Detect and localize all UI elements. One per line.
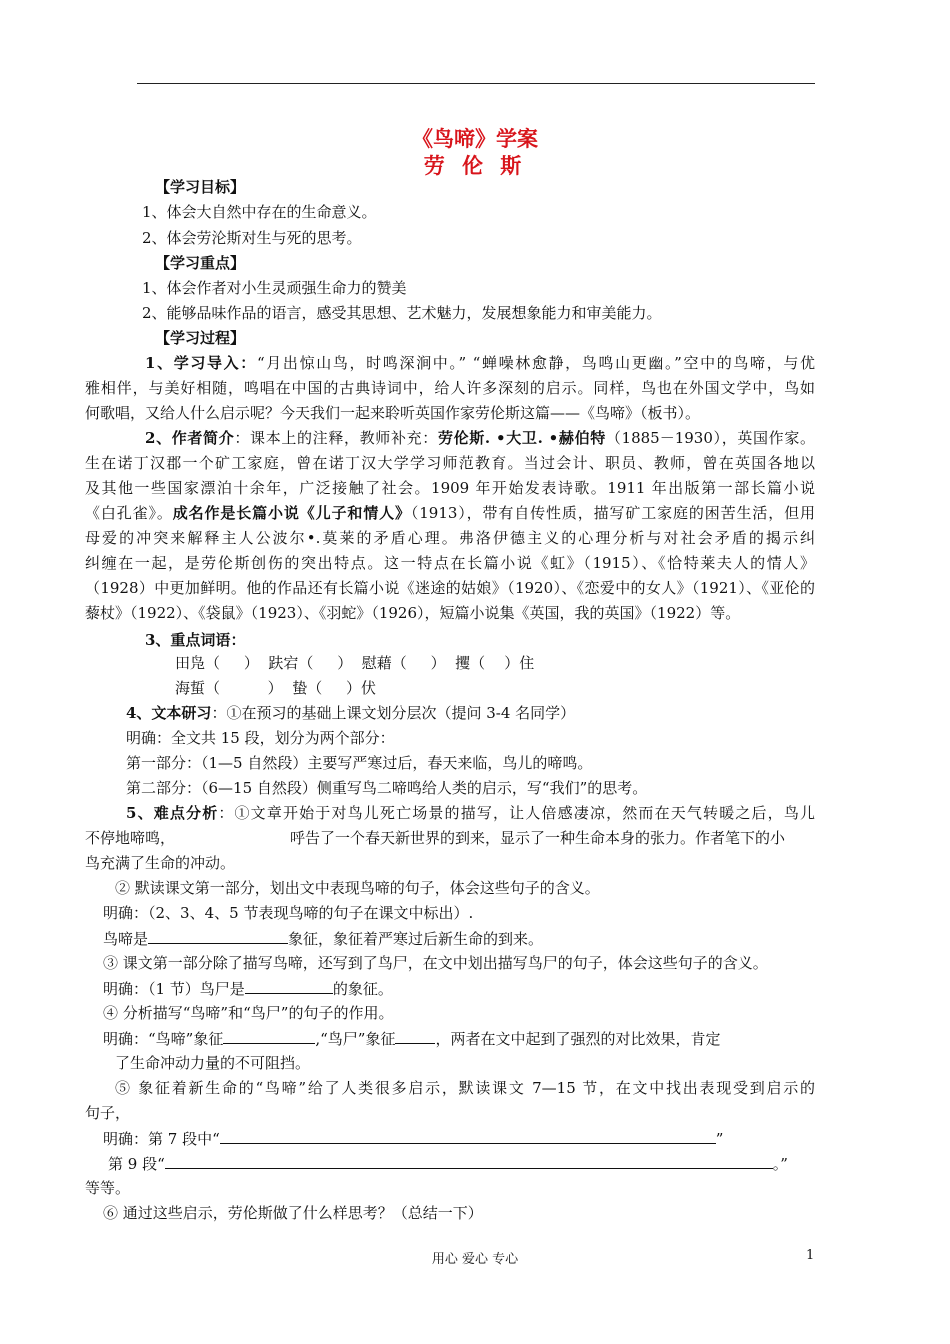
author-bio-line-6: 纠缠在一起，是劳伦斯创伤的突出特点。这一特点在长篇小说《虹》（1915）、《恰特莱夫人的情人》 bbox=[85, 554, 815, 572]
intro-line-2: 雅相伴，与美好相随，鸣唱在中国的古典诗词中，给人许多深刻的启示。同样，鸟也在外国文学中，鸟如 bbox=[85, 379, 815, 397]
author-bio-line-2: 生在诺丁汉郡一个矿工家庭，曾在诺丁汉大学学习师范教育。当过会计、职员、教师，曾在英国各地以 bbox=[85, 454, 815, 472]
goal-item-2: 2、体会劳沦斯对生与死的思考。 bbox=[142, 229, 362, 247]
question-3-fill: 明确：（1 节）鸟尸是 的象征。 bbox=[103, 980, 393, 998]
footer-text: 用心 爱心 专心 bbox=[431, 1252, 519, 1267]
difficulty-label: 5、难点分析 bbox=[126, 804, 219, 822]
question-2: ② 默读课文第一部分，划出文中表现鸟啼的句子，体会这些句子的含义。 bbox=[115, 879, 600, 897]
author-bio-line-3: 及其他一些国家漂泊十余年，广泛接触了社会。1909 年开始发表诗歌。1911 年出版第一部长篇小说 bbox=[85, 479, 815, 497]
text-study-line-2: 明确：全文共 15 段，划分为两个部分： bbox=[126, 729, 395, 747]
focus-item-1: 1、体会作者对小生灵顽强生命力的赞美 bbox=[142, 279, 407, 297]
author-bio-line-7: （1928）中更加鲜明。他的作品还有长篇小说《迷途的姑娘》（1920）、《恋爱中的女人》（1921）、《亚伦的 bbox=[85, 579, 815, 597]
difficulty-line-3: 鸟充满了生命的冲动。 bbox=[85, 854, 236, 872]
doc-title: 《鸟啼》学案 bbox=[412, 127, 538, 151]
process-heading: 【学习过程】 bbox=[155, 329, 246, 347]
focus-item-2: 2、能够品味作品的语言，感受其思想、艺术魅力，发展想象能力和审美能力。 bbox=[142, 304, 662, 322]
intro-label: 1、学习导入： bbox=[145, 354, 257, 372]
answer-blank[interactable] bbox=[245, 978, 333, 994]
question-3: ③ 课文第一部分除了描写鸟啼，还写到了鸟尸，在文中划出描写鸟尸的句子，体会这些句子的含义。 bbox=[103, 954, 768, 972]
author-bio-line-5: 母爱的冲突来解释主人公波尔•.莫莱的矛盾心理。弗洛伊德主义的心理分析与对社会矛盾的揭示纠 bbox=[85, 529, 815, 547]
focus-heading: 【学习重点】 bbox=[155, 254, 246, 272]
doc-author: 劳 伦 斯 bbox=[423, 154, 527, 178]
text-study-line-1: 4、文本研习：①在预习的基础上课文划分层次（提问 3-4 名同学） bbox=[126, 704, 576, 722]
question-2-answer: 明确：（2、3、4、5 节表现鸟啼的句子在课文中标出）. bbox=[103, 904, 474, 922]
vocab-line-2: 海蜇（ ） 蛰（ ）伏 bbox=[175, 679, 377, 697]
question-6: ⑥ 通过这些启示，劳伦斯做了什么样思考？（总结一下） bbox=[103, 1204, 483, 1222]
difficulty-line-1: 5、难点分析：①文章开始于对鸟儿死亡场景的描写，让人倍感凄凉，然而在天气转暖之后，鸟儿 bbox=[126, 804, 815, 822]
author-bio-label: 2、作者简介 bbox=[145, 429, 235, 447]
intro-line-3: 何歌唱，又给人什么启示呢？今天我们一起来聆听英国作家劳伦斯这篇——《鸟啼》（板书）。 bbox=[85, 404, 701, 422]
text-study-line-3: 第一部分：（1—5 自然段）主要写严寒过后，春天来临，鸟儿的啼鸣。 bbox=[126, 754, 593, 772]
author-bio-line-1: 2、作者简介：课本上的注释，教师补充：劳伦斯. •大卫. •赫伯特（1885－1930），英国作家。 bbox=[145, 429, 815, 447]
question-5-line-2: 句子， bbox=[85, 1104, 131, 1122]
answer-blank[interactable] bbox=[220, 1128, 716, 1144]
vocab-line-1: 田凫（ ） 趺宕（ ） 慰藉（ ） 攫（ ）住 bbox=[175, 654, 535, 672]
author-bio-line-4: 《白孔雀》。成名作是长篇小说《儿子和情人》（1913），带有自传性质，描写矿工家庭的困苦生活，但用 bbox=[85, 504, 815, 522]
answer-blank[interactable] bbox=[223, 1028, 315, 1044]
question-5-fill-1: 明确：第 7 段中“ ” bbox=[103, 1130, 724, 1148]
intro-line-1: 1、学习导入：“月出惊山鸟，时鸣深涧中。” “蝉噪林愈静，鸟鸣山更幽。”空中的鸟啼，与优 bbox=[145, 354, 815, 372]
answer-blank[interactable] bbox=[395, 1028, 435, 1044]
question-5-fill-2: 第 9 段“ 。” bbox=[108, 1155, 788, 1173]
question-5-etc: 等等。 bbox=[85, 1179, 131, 1197]
question-2-fill: 鸟啼是 象征，象征着严寒过后新生命的到来。 bbox=[103, 930, 544, 948]
page-number: 1 bbox=[806, 1248, 815, 1263]
question-4-fill: 明确：“鸟啼”象征 ,“鸟尸”象征 ，两者在文中起到了强烈的对比效果，肯定 bbox=[103, 1030, 721, 1048]
goals-heading: 【学习目标】 bbox=[155, 178, 246, 196]
question-4: ④ 分析描写“鸟啼”和“鸟尸”的句子的作用。 bbox=[103, 1004, 394, 1022]
vocab-label: 3、重点词语： bbox=[145, 631, 246, 649]
difficulty-line-2b: 呼告了一个春天新世界的到来，显示了一种生命本身的张力。作者笔下的小 bbox=[290, 829, 786, 847]
question-5-line-1: ⑤ 象征着新生命的“鸟啼”给了人类很多启示，默读课文 7—15 节，在文中找出表现受到启示的 bbox=[115, 1079, 815, 1097]
goal-item-1: 1、体会大自然中存在的生命意义。 bbox=[142, 203, 377, 221]
question-4-cont: 了生命冲动力量的不可阻挡。 bbox=[115, 1054, 311, 1072]
answer-blank[interactable] bbox=[148, 928, 288, 944]
answer-blank[interactable] bbox=[165, 1153, 773, 1169]
text-study-label: 4、文本研习 bbox=[126, 704, 212, 722]
text-study-line-4: 第二部分：（6—15 自然段）侧重写鸟二啼鸣给人类的启示，写“我们”的思考。 bbox=[126, 779, 648, 797]
header-rule bbox=[137, 83, 815, 84]
author-bio-line-8: 藜杖》（1922）、《袋鼠》（1923）、《羽蛇》（1926），短篇小说集《英国，我的英国》（1922）等。 bbox=[85, 604, 741, 622]
difficulty-line-2a: 不停地啼鸣， bbox=[85, 829, 176, 847]
